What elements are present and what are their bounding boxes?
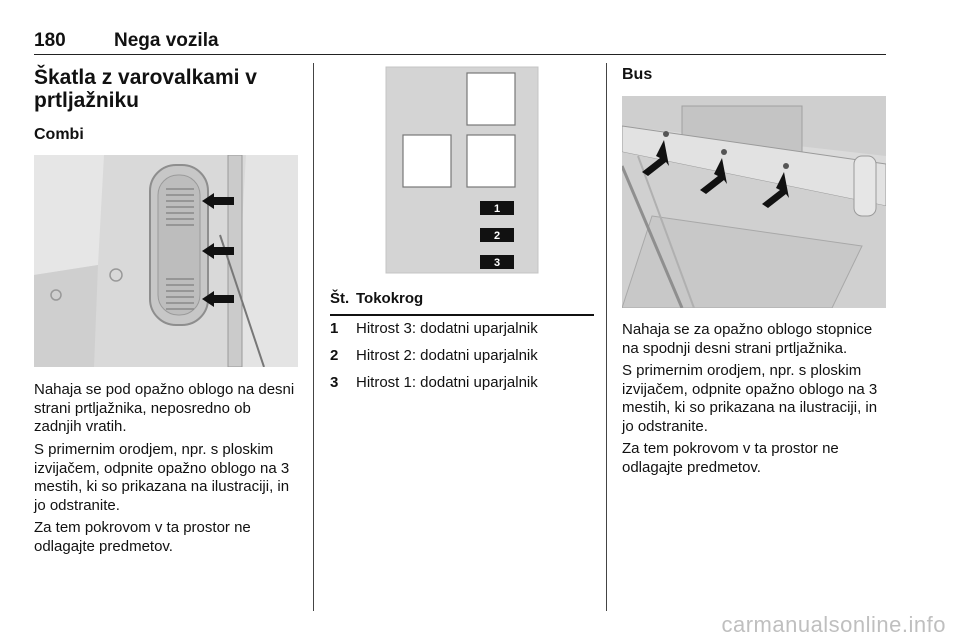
fuse-box-diagram bbox=[330, 65, 594, 277]
row-number: 1 bbox=[330, 320, 339, 337]
table-header-rule bbox=[330, 314, 594, 316]
fuse-label-2: 2 bbox=[493, 230, 501, 242]
combi-illustration bbox=[34, 155, 298, 367]
bus-paragraph-1: Nahaja se za opažno oblogo stopnice na spodnji desni strani prtljažnika. bbox=[622, 321, 873, 357]
chapter-title: Nega vozila bbox=[114, 30, 219, 51]
header-rule bbox=[34, 54, 886, 55]
row-number: 2 bbox=[330, 347, 339, 364]
combi-paragraph-3: Za tem pokrovom v ta prostor ne odlagajte predmetov. bbox=[34, 519, 251, 555]
combi-subheading: Combi bbox=[34, 126, 84, 143]
bus-paragraph-2: S primernim orodjem, npr. s ploskim izvijačem, odpnite opažno oblogo na 3 mestih, ki so prikazana na ilustraciji, in jo odstranite. bbox=[622, 362, 878, 435]
fuse-label-3: 3 bbox=[493, 257, 501, 269]
page-number: 180 bbox=[34, 30, 66, 51]
combi-paragraph-1: Nahaja se pod opažno oblogo na desni strani prtljažnika, neposredno ob zadnjih vratih. bbox=[34, 381, 295, 435]
table-header-number: Št. bbox=[330, 290, 350, 307]
watermark-text: carmanualsonline.info bbox=[721, 612, 946, 637]
column-divider-right bbox=[606, 63, 607, 611]
row-circuit: Hitrost 2: dodatni uparjalnik bbox=[356, 347, 538, 364]
row-number: 3 bbox=[330, 374, 339, 391]
row-circuit: Hitrost 1: dodatni uparjalnik bbox=[356, 374, 538, 391]
row-circuit: Hitrost 3: dodatni uparjalnik bbox=[356, 320, 538, 337]
bus-illustration bbox=[622, 96, 886, 308]
table-header-circuit: Tokokrog bbox=[356, 290, 424, 307]
bus-paragraph-3: Za tem pokrovom v ta prostor ne odlagajte predmetov. bbox=[622, 440, 839, 476]
fuse-label-1: 1 bbox=[493, 203, 501, 215]
bus-subheading: Bus bbox=[622, 66, 653, 83]
section-heading: Škatla z varovalkami v prtljažniku bbox=[34, 66, 257, 112]
column-divider-left bbox=[313, 63, 314, 611]
combi-paragraph-2: S primernim orodjem, npr. s ploskim izvijačem, odpnite opažno oblogo na 3 mestih, ki so prikazana na ilustraciji, in jo odstranite. bbox=[34, 441, 290, 514]
